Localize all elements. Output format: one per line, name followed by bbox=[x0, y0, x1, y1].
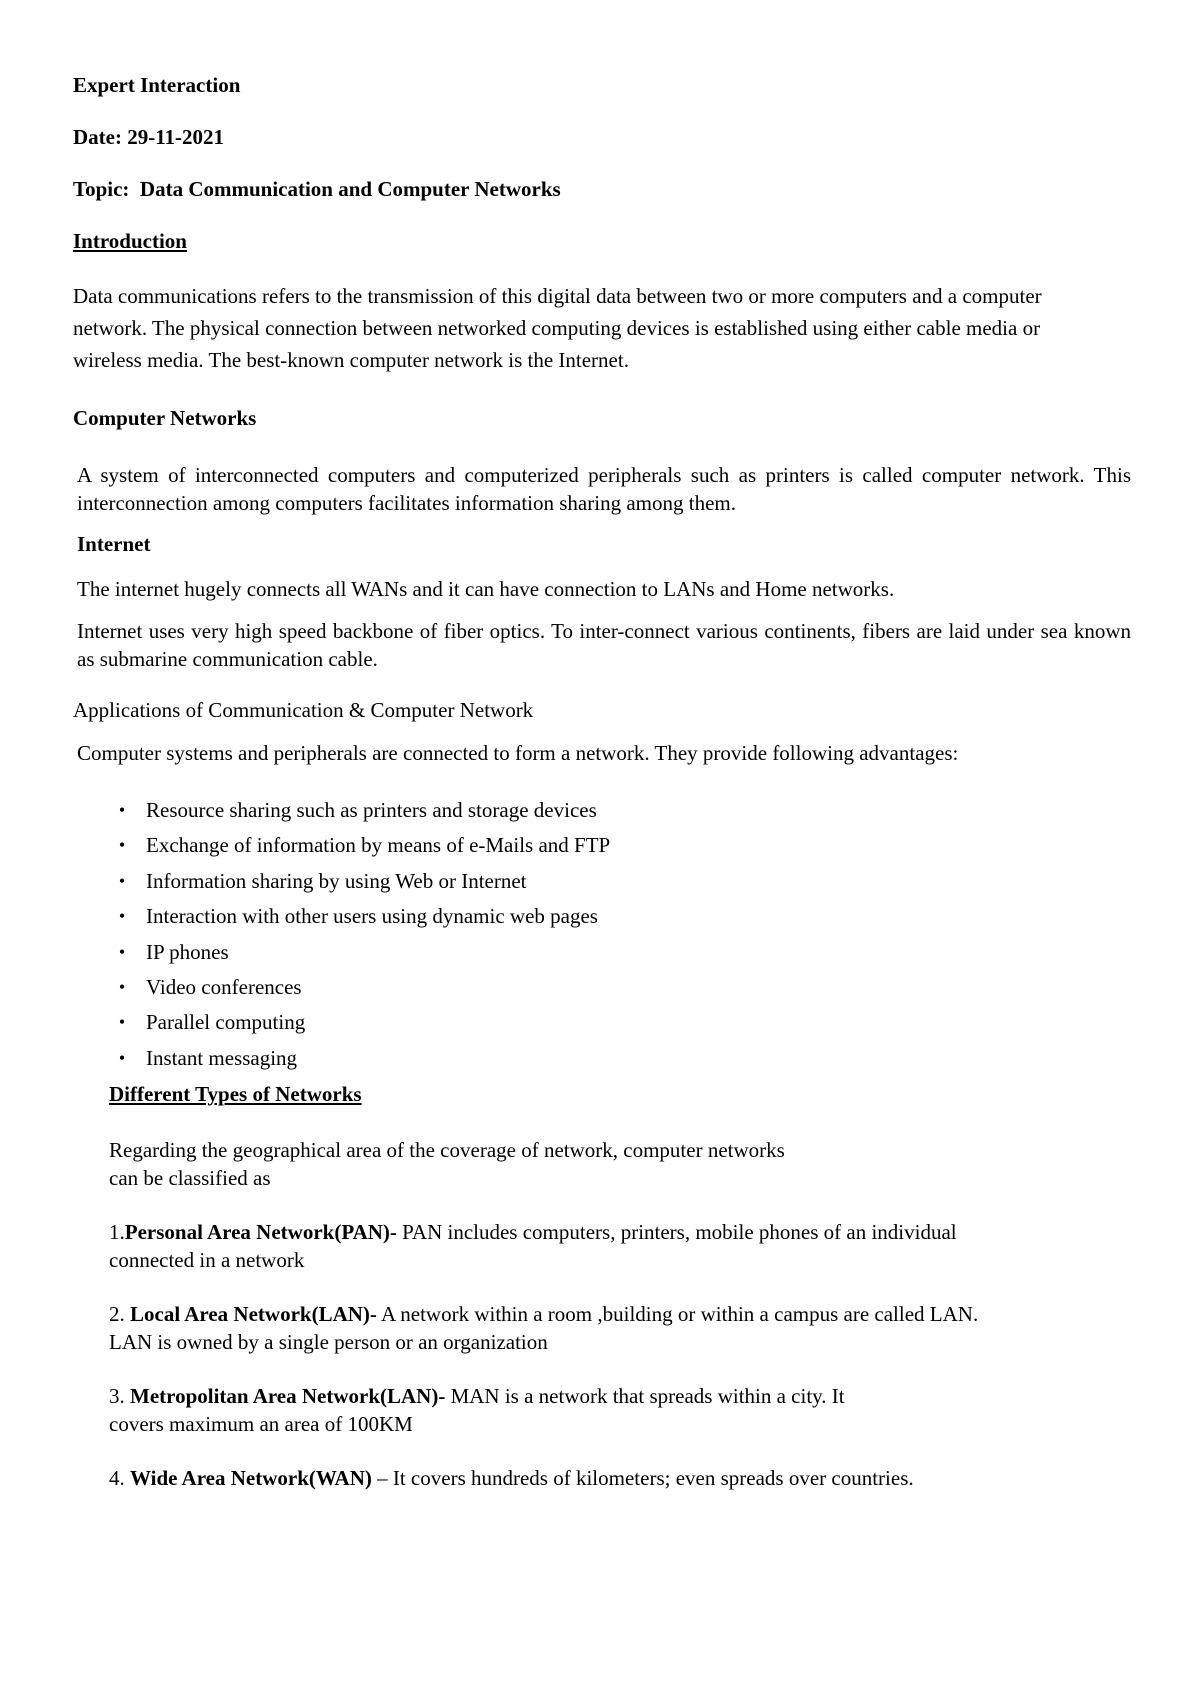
list-item: • Instant messaging bbox=[112, 1041, 912, 1076]
wan-term: Wide Area Network(WAN) bbox=[130, 1466, 372, 1490]
lan-definition-cont: LAN is owned by a single person or an organization bbox=[109, 1330, 548, 1354]
computer-networks-heading: Computer Networks bbox=[73, 406, 257, 430]
applications-heading: Applications of Communication & Computer Network bbox=[73, 698, 534, 722]
bullet-icon: • bbox=[118, 906, 126, 927]
bullet-icon: • bbox=[118, 835, 126, 856]
internet-heading: Internet bbox=[77, 532, 151, 556]
document-topic: Topic: Data Communication and Computer Networks bbox=[73, 177, 561, 201]
wan-definition: 4. Wide Area Network(WAN) – It covers hundreds of kilometers; even spreads over countries. bbox=[109, 1466, 914, 1490]
bullet-icon: • bbox=[118, 941, 126, 962]
list-item: • IP phones bbox=[112, 935, 912, 970]
list-item: • Parallel computing bbox=[112, 1005, 912, 1040]
man-definition-cont: covers maximum an area of 100KM bbox=[109, 1412, 413, 1436]
applications-intro: Computer systems and peripherals are connected to form a network. They provide following advantages: bbox=[77, 741, 959, 765]
document-date: Date: 29-11-2021 bbox=[73, 125, 225, 149]
network-types-intro-line-1: Regarding the geographical area of the coverage of network, computer networks bbox=[109, 1138, 785, 1162]
network-types-intro-line-2: can be classified as bbox=[109, 1166, 271, 1190]
list-item: • Information sharing by using Web or Internet bbox=[112, 864, 912, 899]
bullet-icon: • bbox=[118, 870, 126, 891]
list-item: • Interaction with other users using dynamic web pages bbox=[112, 899, 912, 934]
applications-list bbox=[112, 793, 912, 1076]
lan-definition: 2. Local Area Network(LAN)- A network within a room ,building or within a campus are called LAN. bbox=[109, 1302, 979, 1326]
document-title: Expert Interaction bbox=[73, 73, 241, 97]
lan-term: Local Area Network(LAN)- bbox=[130, 1302, 377, 1326]
bullet-icon: • bbox=[118, 800, 126, 820]
list-item: • Exchange of information by means of e-Mails and FTP bbox=[112, 828, 912, 863]
man-term: Metropolitan Area Network(LAN)- bbox=[130, 1384, 446, 1408]
list-item: • Resource sharing such as printers and storage devices bbox=[112, 793, 912, 828]
bullet-icon: • bbox=[118, 1047, 126, 1068]
introduction-body: Data communications refers to the transmission of this digital data between two or more computers and a computer network. The physical connection between networked computing devices is established using either cable media or wireless media. The best-known computer network is the Internet. bbox=[73, 284, 1042, 372]
bullet-icon: • bbox=[118, 976, 126, 997]
pan-definition: 1.Personal Area Network(PAN)- PAN includes computers, printers, mobile phones of an individual bbox=[109, 1220, 957, 1244]
introduction-heading: Introduction bbox=[73, 229, 187, 253]
man-definition: 3. Metropolitan Area Network(LAN)- MAN is a network that spreads within a city. It bbox=[109, 1384, 845, 1408]
pan-term: Personal Area Network(PAN)- bbox=[124, 1220, 397, 1244]
list-item: • Video conferences bbox=[112, 970, 912, 1005]
internet-para-1: The internet hugely connects all WANs and it can have connection to LANs and Home networks. bbox=[77, 577, 895, 601]
bullet-icon: • bbox=[118, 1012, 126, 1033]
network-types-heading: Different Types of Networks bbox=[109, 1082, 362, 1106]
pan-definition-cont: connected in a network bbox=[109, 1248, 305, 1272]
computer-networks-body: A system of interconnected computers and computerized peripherals such as printers is called computer network. This interconnection among computers facilitates information sharing among them. bbox=[77, 463, 1131, 515]
internet-para-2: Internet uses very high speed backbone of fiber optics. To inter-connect various continents, fibers are laid under sea known as submarine communication cable. bbox=[77, 619, 1142, 671]
